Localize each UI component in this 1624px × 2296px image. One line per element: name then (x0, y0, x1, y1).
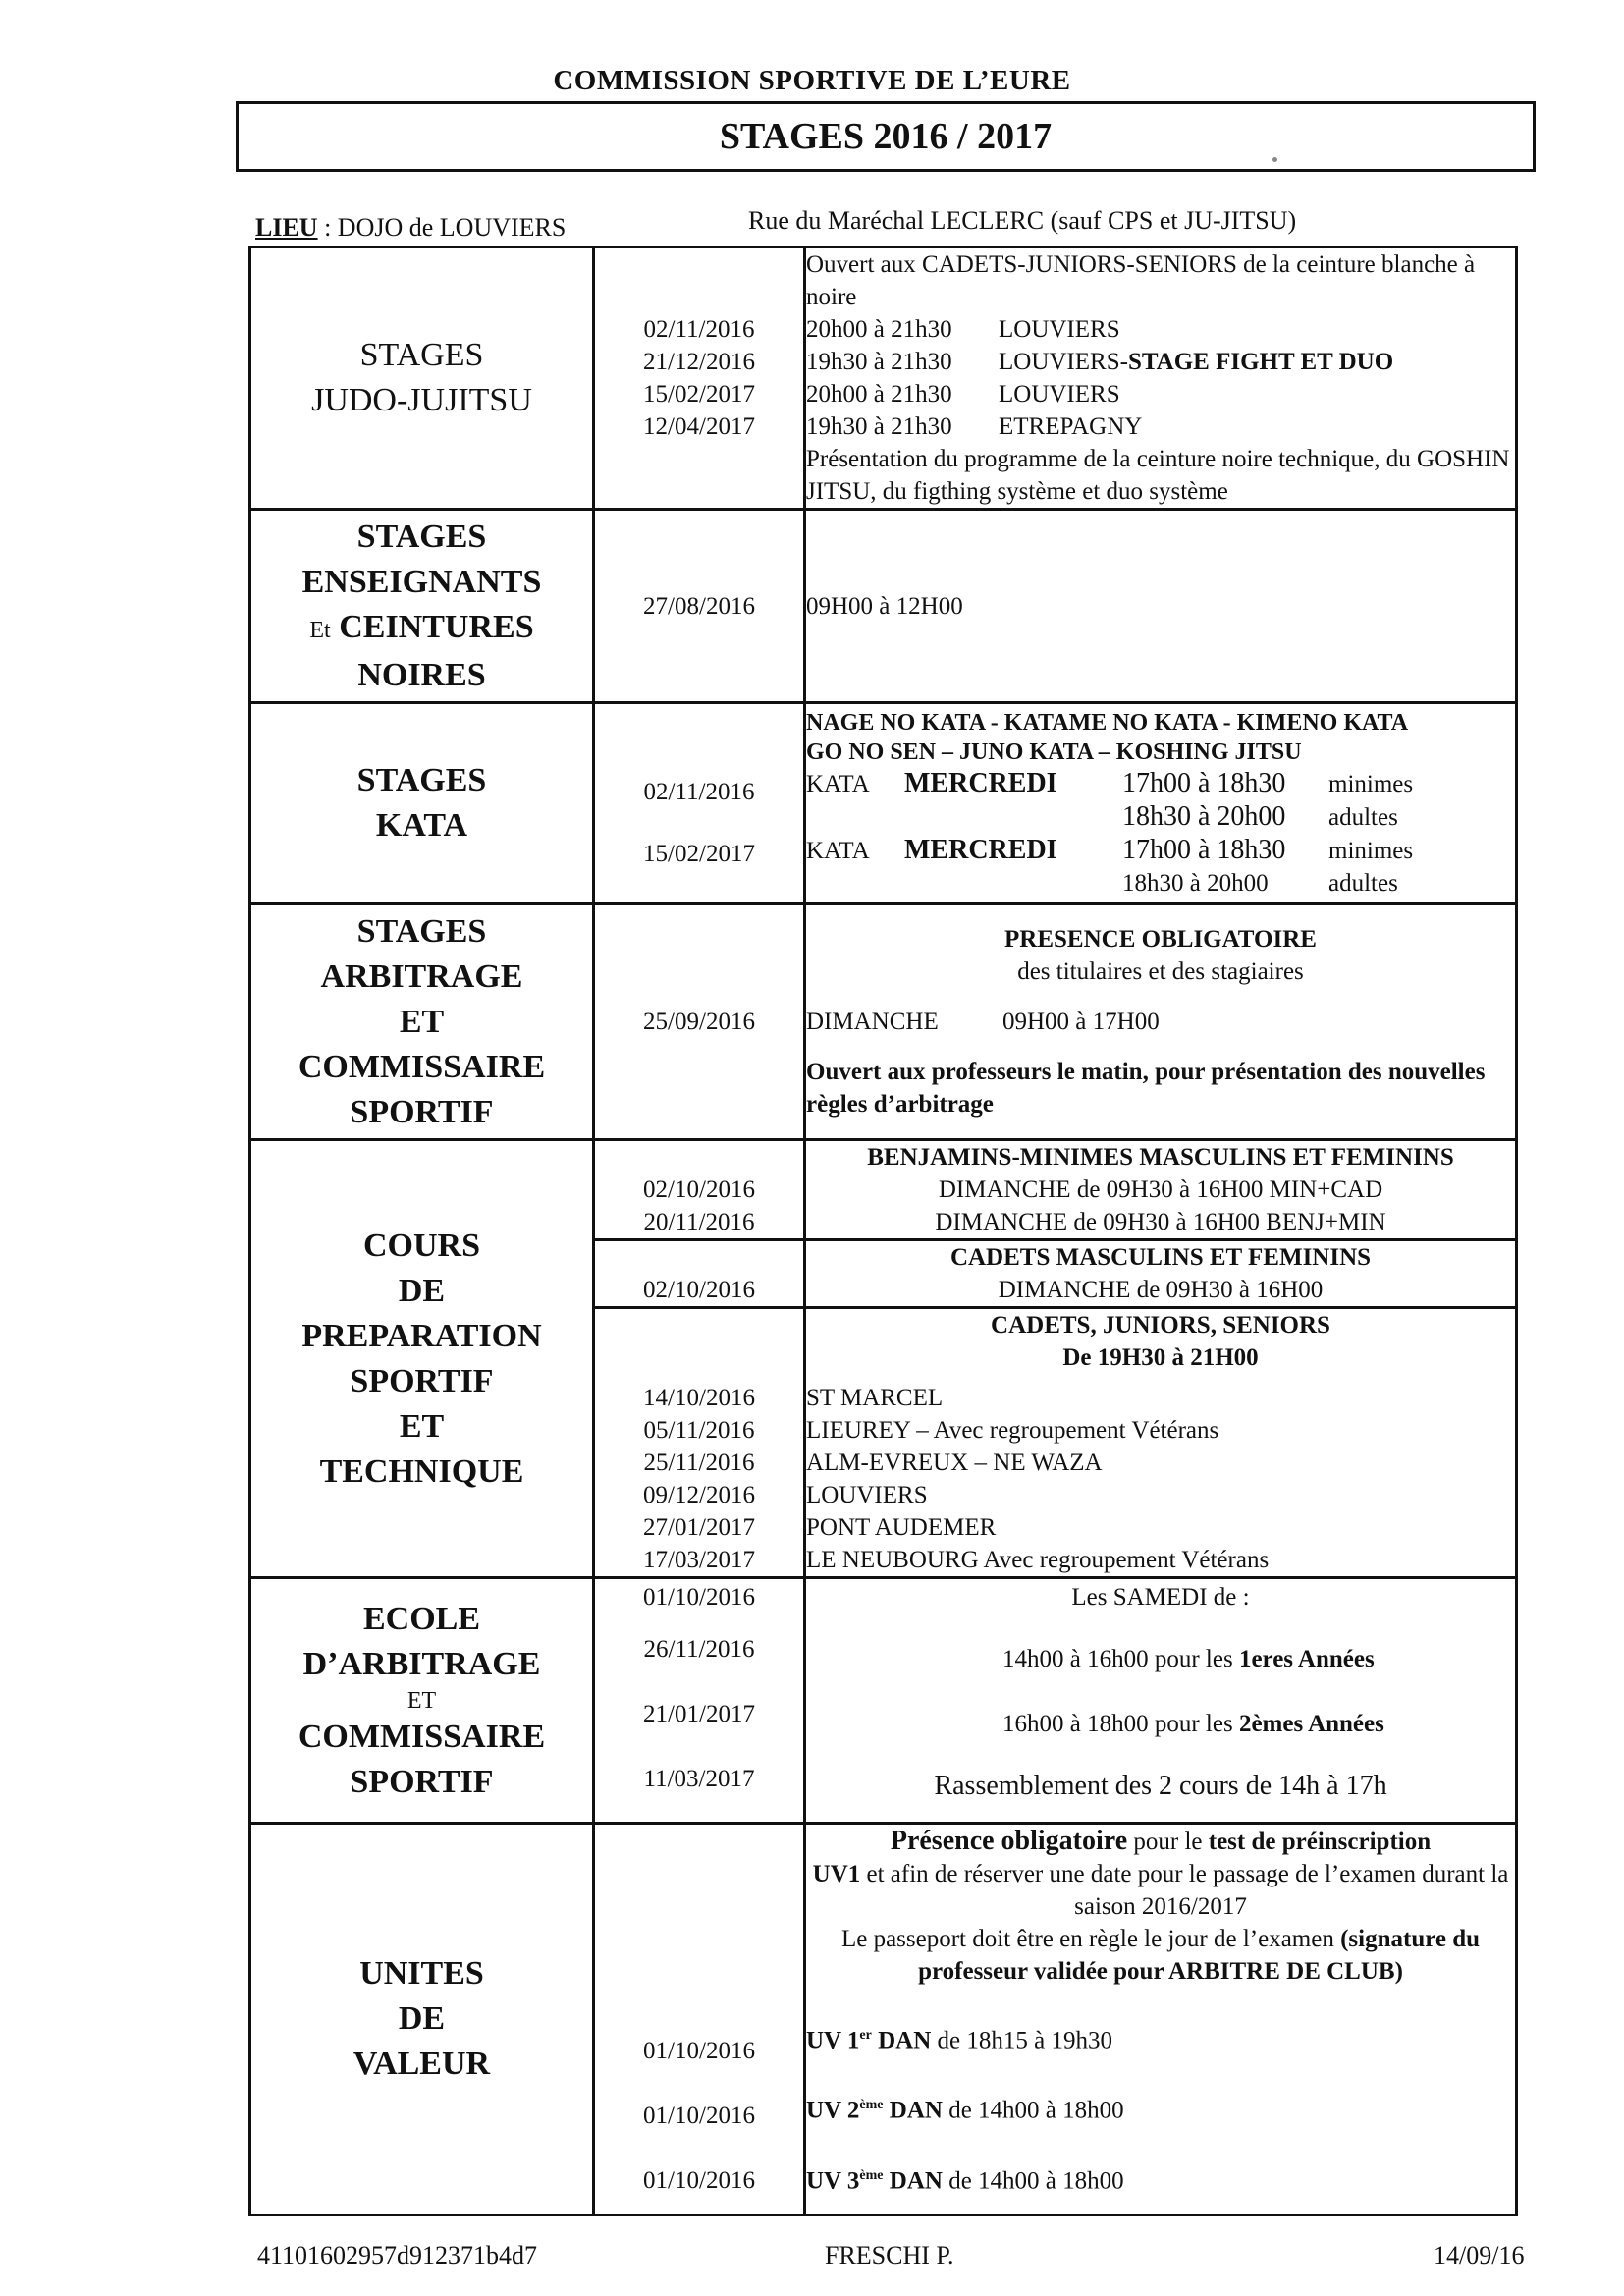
uv-row: UV 2ème DAN de 14h00 à 18h00 (806, 2097, 1124, 2124)
time-enseignants: 09H00 à 12H00 (805, 510, 1517, 703)
kata-session: KATA MERCREDI 17h00 à 18h30 minimes (806, 834, 1414, 865)
dates-kata: 02/11/2016 15/02/2017 (594, 703, 805, 904)
judo-session: 19h30 à 21h30 LOUVIERS-STAGE FIGHT ET DUO (806, 349, 1394, 375)
kata-list-2: GO NO SEN – JUNO KATA – KOSHING JITSU (806, 738, 1302, 765)
date-enseignants: 27/08/2016 (594, 510, 805, 703)
category-ecole: ECOLE D’ARBITRAGE ET COMMISSAIRE SPORTIF (250, 1578, 594, 1824)
row-judo-jujitsu (250, 247, 1517, 510)
arbitrage-note: Ouvert aux professeurs le matin, pour présentation des nouvelles règles d’arbitrage (806, 1059, 1486, 1118)
club-place: PONT AUDEMER (806, 1514, 997, 1541)
info-unites: Présence obligatoire pour le test de préinscription UV1 et afin de réserver une date pour le passage de l’examen durant la saison 2016/2017 Le passeport doit être en règle le jour de l’examen (signature du professeur validée pour ARBITRE DE CLUB) UV 1er DAN de 18h15 à 19h30 UV 2ème DAN de 14h00 à 18h00 UV 3ème DAN de 14h00 à 18h00 (805, 1824, 1517, 2215)
kata-session: KATA MERCREDI 17h00 à 18h30 minimes (806, 767, 1414, 798)
dates-unites: 01/10/2016 01/10/2016 01/10/2016 (594, 1824, 805, 2215)
judo-session: 20h00 à 21h30 LOUVIERS (806, 316, 1120, 343)
judo-note: Présentation du programme de la ceinture noire technique, du GOSHIN JITSU, du figthing système et duo système (806, 446, 1510, 505)
dates-judo-jujitsu: 02/11/2016 21/12/2016 15/02/2017 12/04/2017 (594, 247, 805, 510)
category-enseignants: STAGES ENSEIGNANTS Et CEINTURES NOIRES (250, 510, 594, 703)
row-preparation (250, 1140, 1517, 1240)
judo-session: 20h00 à 21h30 LOUVIERS (806, 381, 1120, 408)
kata-session-slot2: 18h30 à 20h00 adultes (1122, 800, 1398, 832)
footer-reference: 41101602957d912371b4d7 (257, 2241, 538, 2269)
arbitrage-session: DIMANCHE 09H00 à 17H00 (806, 1009, 1160, 1035)
uv-row: UV 3ème DAN de 14h00 à 18h00 (806, 2166, 1124, 2194)
scan-speck (1272, 157, 1277, 162)
category-arbitrage: STAGES ARBITRAGE ET COMMISSAIRE SPORTIF (250, 904, 594, 1140)
kata-list-1: NAGE NO KATA - KATAME NO KATA - KIMENO KATA (806, 709, 1409, 736)
club-place: ST MARCEL (806, 1385, 944, 1411)
dates-seniors: 14/10/2016 05/11/2016 25/11/2016 09/12/2016 27/01/2017 17/03/2017 (594, 1308, 805, 1578)
organization-title: COMMISSION SPORTIVE DE L’EURE (553, 65, 1071, 96)
club-place: LIEUREY – Avec regroupement Vétérans (806, 1417, 1219, 1444)
judo-intro: Ouvert aux CADETS-JUNIORS-SENIORS de la ceinture blanche à noire (806, 251, 1476, 310)
row-kata (250, 703, 1517, 904)
page-title-box (236, 101, 1536, 172)
presence-sub: des titulaires et des stagiaires (1017, 958, 1304, 985)
location-address: Rue du Maréchal LECLERC (sauf CPS et JU-JITSU) (748, 206, 1297, 235)
dates-ecole: 01/10/2016 26/11/2016 21/01/2017 11/03/2017 (594, 1578, 805, 1824)
club-place: LE NEUBOURG Avec regroupement Vétérans (806, 1547, 1270, 1573)
row-enseignants (250, 510, 1517, 703)
info-judo-jujitsu (805, 247, 1517, 510)
dates-benjamins: 02/10/2016 20/11/2016 (594, 1140, 805, 1240)
footer-date: 14/09/16 (1434, 2241, 1525, 2269)
presence-obligatoire: PRESENCE OBLIGATOIRE (1004, 926, 1317, 953)
row-ecole (250, 1578, 1517, 1824)
club-place: ALM-EVREUX – NE WAZA (806, 1449, 1103, 1476)
info-seniors: CADETS, JUNIORS, SENIORS De 19H30 à 21H00 ST MARCEL LIEUREY – Avec regroupement Vétérans ALM-EVREUX – NE WAZA LOUVIERS PONT AUDEMER LE NEUBOURG Avec regroupement Vétérans (805, 1308, 1517, 1578)
footer-author: FRESCHI P. (825, 2241, 954, 2269)
info-arbitrage (805, 904, 1517, 1140)
category-kata: STAGES KATA (250, 703, 594, 904)
club-place: LOUVIERS (806, 1482, 928, 1508)
info-cadets: CADETS MASCULINS ET FEMININS DIMANCHE de 09H30 à 16H00 (805, 1240, 1517, 1308)
date-cadets: 02/10/2016 (594, 1240, 805, 1308)
uv-row: UV 1er DAN de 18h15 à 19h30 (806, 2027, 1112, 2054)
schedule-table (248, 246, 1518, 2216)
location-label: LIEU (255, 213, 318, 242)
category-judo-jujitsu: STAGES JUDO-JUJITSU (250, 247, 594, 510)
row-arbitrage (250, 904, 1517, 1140)
info-ecole: Les SAMEDI de : 14h00 à 16h00 pour les 1eres Années 16h00 à 18h00 pour les 2èmes Années Rassemblement des 2 cours de 14h à 17h (805, 1578, 1517, 1824)
kata-session-slot2: 18h30 à 20h00 adultes (1122, 869, 1398, 897)
page-title: STAGES 2016 / 2017 (719, 116, 1053, 157)
row-unites (250, 1824, 1517, 2215)
category-unites: UNITES DE VALEUR (250, 1824, 594, 2215)
category-preparation: COURS DE PREPARATION SPORTIF ET TECHNIQUE (250, 1140, 594, 1578)
judo-session: 19h30 à 21h30 ETREPAGNY (806, 413, 1143, 440)
info-benjamins: BENJAMINS-MINIMES MASCULINS ET FEMININS DIMANCHE de 09H30 à 16H00 MIN+CAD DIMANCHE de 09H30 à 16H00 BENJ+MIN (805, 1140, 1517, 1240)
date-arbitrage: 25/09/2016 (594, 904, 805, 1140)
location-venue: LIEU : DOJO de LOUVIERS (255, 213, 567, 242)
info-kata (805, 703, 1517, 904)
